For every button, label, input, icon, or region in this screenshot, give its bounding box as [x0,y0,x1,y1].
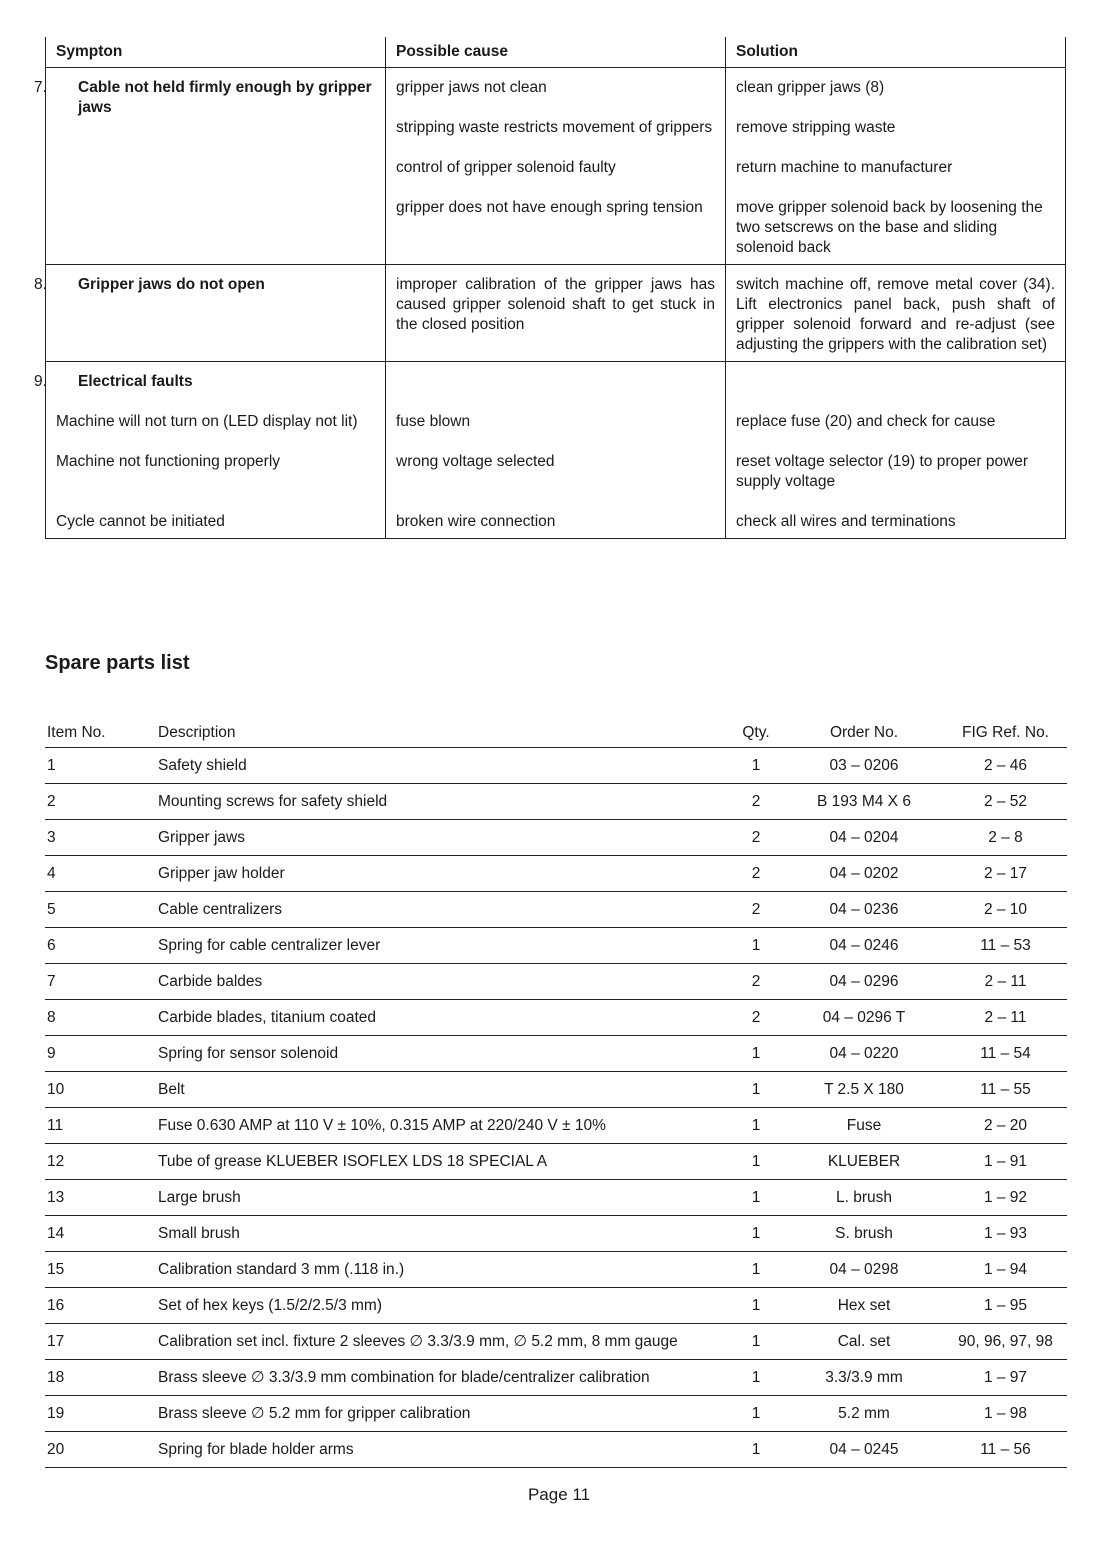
cell-fig-ref: 2 – 17 [983,864,1028,882]
table-row [45,892,1067,928]
table-row [45,820,1067,856]
cell-fig-ref: 11 – 55 [980,1080,1031,1098]
cell-qty: 1 [751,1044,761,1062]
table-row [45,784,1067,820]
cell-qty: 2 [751,864,761,882]
cell-order-no: B 193 M4 X 6 [817,792,911,810]
cell-description: Gripper jaws [158,828,245,846]
cell-qty: 2 [751,828,761,846]
cell-fig-ref: 2 – 11 [984,1008,1027,1026]
table-row [45,1108,1067,1144]
cell-fig-ref: 2 – 52 [983,792,1028,810]
table-row [45,1216,1067,1252]
cell-item-no: 12 [47,1152,65,1170]
cell-fig-ref: 1 – 91 [983,1152,1028,1170]
cell-order-no: 04 – 0202 [829,864,899,882]
cell-description: Brass sleeve ∅ 5.2 mm for gripper calibration [158,1405,471,1422]
cell-description: Calibration standard 3 mm (.118 in.) [158,1260,405,1278]
symptom-title: Cable not held firmly enough by gripper jaws [78,79,372,116]
cell-item-no: 14 [47,1224,65,1242]
cell-description: Belt [158,1080,185,1098]
cell-description: Tube of grease KLUEBER ISOFLEX LDS 18 SPECIAL A [158,1152,548,1170]
symptom-cell: 7. Cable not held firmly enough by gripper jaws [46,68,386,265]
cell-fig-ref: 1 – 97 [983,1368,1028,1386]
cell-description: Spring for blade holder arms [158,1440,354,1458]
cell-item-no: 5 [47,900,56,918]
symptom-cell: 8. Gripper jaws do not open [46,265,386,362]
cell-description: Carbide baldes [158,972,263,990]
cell-qty: 1 [751,936,761,954]
header-fig-ref: FIG Ref. No. [962,723,1049,741]
cell-item-no: 16 [47,1296,65,1314]
cell-fig-ref: 2 – 8 [988,828,1023,846]
header-description: Description [158,723,236,741]
cell-description: Spring for sensor solenoid [158,1044,339,1062]
cell-fig-ref: 1 – 98 [983,1404,1028,1422]
cell-fig-ref: 2 – 10 [983,900,1028,918]
cell-item-no: 13 [47,1188,65,1206]
cell-item-no: 15 [47,1260,65,1278]
cell-qty: 1 [751,1440,761,1458]
cause-cell: gripper jaws not clean stripping waste restricts movement of grippers control of gripper solenoid faulty gripper does not have enough spring tension [386,68,726,265]
header-cause: Possible cause [386,37,726,68]
cell-item-no: 20 [47,1440,65,1458]
cell-item-no: 10 [47,1080,65,1098]
cell-qty: 1 [751,1368,761,1386]
cell-fig-ref: 2 – 11 [984,972,1027,990]
cell-item-no: 18 [47,1368,65,1386]
table-row [45,1324,1067,1360]
cell-item-no: 2 [47,792,56,810]
table-row [45,1144,1067,1180]
cell-description: Calibration set incl. fixture 2 sleeves ∅ 3.3/3.9 mm, ∅ 5.2 mm, 8 mm gauge [158,1333,678,1350]
cell-item-no: 19 [47,1404,65,1422]
cell-fig-ref: 2 – 20 [983,1116,1028,1134]
cell-order-no: L. brush [835,1188,892,1206]
cell-description: Safety shield [158,756,247,774]
page-number: Page 11 [527,1485,591,1504]
cell-order-no: Fuse [846,1116,882,1134]
cell-order-no: T 2.5 X 180 [824,1080,904,1098]
cell-qty: 1 [751,1332,761,1350]
solution-cell: switch machine off, remove metal cover (34). Lift electronics panel back, push shaft of gripper solenoid forward and re-adjust (see adjusting the grippers with the calibration set) [726,265,1066,362]
cell-description: Set of hex keys (1.5/2/2.5/3 mm) [158,1296,382,1314]
cell-item-no: 4 [47,864,56,882]
table-row [46,362,1066,539]
cell-description: Small brush [158,1224,240,1242]
symptom-title: Electrical faults [78,373,193,390]
cell-order-no: 04 – 0236 [829,900,899,918]
symptom-title: Gripper jaws do not open [78,276,265,293]
cell-order-no: 3.3/3.9 mm [825,1368,903,1386]
cell-order-no: 04 – 0246 [829,936,899,954]
cell-qty: 2 [751,972,761,990]
header-symptom: Sympton [46,37,386,68]
cell-description: Brass sleeve ∅ 3.3/3.9 mm combination for blade/centralizer calibration [158,1369,650,1386]
cell-order-no: 04 – 0204 [829,828,899,846]
cell-item-no: 1 [47,756,56,774]
table-row [45,1072,1067,1108]
cause-cell: fuse blown wrong voltage selected broken wire connection [386,362,726,539]
cell-fig-ref: 1 – 95 [983,1296,1028,1314]
spare-parts-table [45,718,1067,1468]
cell-item-no: 8 [47,1008,56,1026]
cell-order-no: 04 – 0296 T [822,1008,906,1026]
symptom-cell: 9. Electrical faults Machine will not turn on (LED display not lit) Machine not functioning properly Cycle cannot be initiated [46,362,386,539]
cell-qty: 1 [751,1260,761,1278]
cell-qty: 1 [751,1404,761,1422]
table-row [45,964,1067,1000]
cell-item-no: 17 [47,1332,65,1350]
table-row [46,265,1066,362]
cell-order-no: 03 – 0206 [829,756,899,774]
cell-item-no: 7 [47,972,56,990]
cell-item-no: 11 [47,1116,64,1134]
table-row [45,1252,1067,1288]
table-row [45,856,1067,892]
header-item-no: Item No. [47,723,106,741]
cause-cell: improper calibration of the gripper jaws has caused gripper solenoid shaft to get stuck in the closed position [386,265,726,362]
troubleshooting-table [34,37,1066,539]
cell-qty: 1 [751,756,761,774]
cell-item-no: 9 [47,1044,56,1062]
solution-cell: clean gripper jaws (8) remove stripping waste return machine to manufacturer move gripper solenoid back by loosening the two setscrews on the base and sliding solenoid back [726,68,1066,265]
cell-qty: 1 [751,1116,761,1134]
cell-qty: 2 [751,900,761,918]
cell-description: Gripper jaw holder [158,864,285,882]
cell-qty: 2 [751,792,761,810]
cell-description: Large brush [158,1188,241,1206]
cell-order-no: 04 – 0245 [829,1440,899,1458]
table-row [45,1000,1067,1036]
cell-item-no: 3 [47,828,56,846]
table-row [45,1432,1067,1468]
header-qty: Qty. [742,723,770,741]
cell-order-no: S. brush [835,1224,893,1242]
spare-parts-header-row [45,718,1067,748]
header-solution: Solution [726,37,1066,68]
cell-description: Cable centralizers [158,900,283,918]
table-row [45,928,1067,964]
cell-order-no: KLUEBER [827,1152,901,1170]
cell-fig-ref: 2 – 46 [983,756,1028,774]
cell-fig-ref: 11 – 56 [980,1440,1031,1458]
cell-qty: 2 [751,1008,761,1026]
table-row [45,1180,1067,1216]
cell-fig-ref: 1 – 93 [983,1224,1028,1242]
cell-fig-ref: 11 – 54 [980,1044,1031,1062]
table-row [45,1360,1067,1396]
cell-qty: 1 [751,1152,761,1170]
table-row [46,68,1066,265]
table-row [45,1396,1067,1432]
cell-order-no: Hex set [837,1296,891,1314]
cell-order-no: 04 – 0296 [829,972,899,990]
cell-qty: 1 [751,1296,761,1314]
cell-description: Spring for cable centralizer lever [158,936,381,954]
table-row [45,748,1067,784]
cell-order-no: 5.2 mm [838,1404,890,1422]
cell-fig-ref: 1 – 92 [983,1188,1028,1206]
section-title: Spare parts list [45,652,190,674]
cell-description: Fuse 0.630 AMP at 110 V ± 10%, 0.315 AMP at 220/240 V ± 10% [158,1116,606,1134]
cell-order-no: 04 – 0298 [829,1260,899,1278]
header-order-no: Order No. [829,723,899,741]
table-row [45,1288,1067,1324]
cell-order-no: 04 – 0220 [829,1044,899,1062]
cell-fig-ref: 90, 96, 97, 98 [958,1332,1053,1350]
spare-parts-body [45,748,1067,1468]
solution-cell: replace fuse (20) and check for cause reset voltage selector (19) to proper power supply voltage check all wires and terminations [726,362,1066,539]
table-row [45,1036,1067,1072]
cell-qty: 1 [751,1224,761,1242]
cell-qty: 1 [751,1080,761,1098]
cell-qty: 1 [751,1188,761,1206]
cell-item-no: 6 [47,936,56,954]
cell-order-no: Cal. set [837,1332,891,1350]
cell-description: Carbide blades, titanium coated [158,1008,376,1026]
cell-fig-ref: 1 – 94 [983,1260,1028,1278]
cell-fig-ref: 11 – 53 [980,936,1031,954]
cell-description: Mounting screws for safety shield [158,792,388,810]
